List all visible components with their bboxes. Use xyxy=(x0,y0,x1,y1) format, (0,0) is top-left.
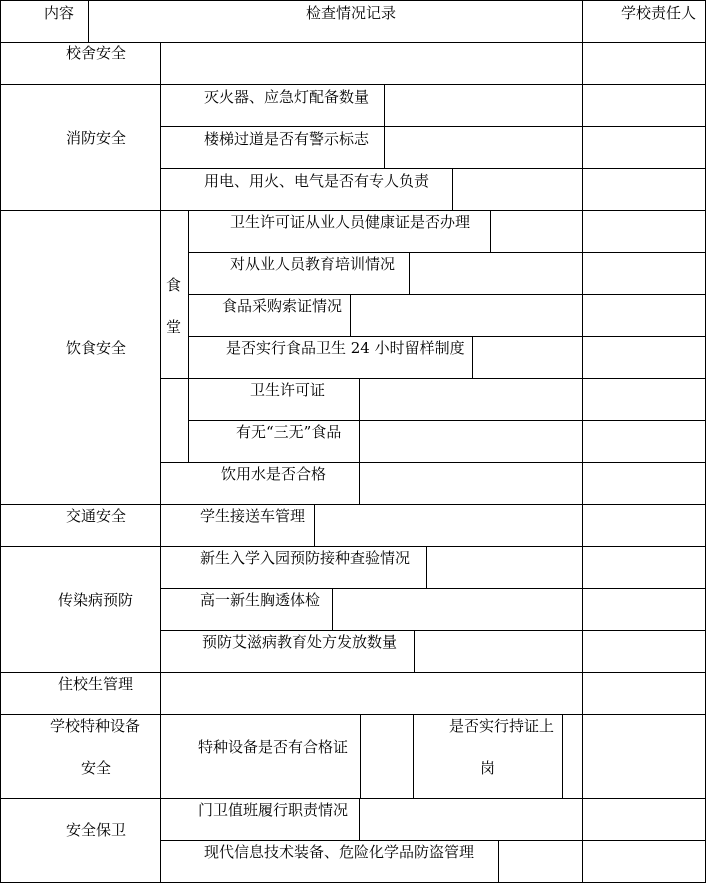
rule-top xyxy=(0,0,706,1)
section-title: 饮食安全 xyxy=(66,339,127,357)
rule xyxy=(188,336,706,337)
rule xyxy=(160,588,706,589)
header-content: 内容 xyxy=(44,4,75,22)
rule-traffic-bottom xyxy=(0,546,706,547)
check-item: 特种设备是否有合格证 xyxy=(198,738,349,756)
rule xyxy=(384,126,385,168)
check-item: 学生接送车管理 xyxy=(200,507,306,525)
section-title: 安全保卫 xyxy=(66,821,127,839)
check-item: 对从业人员教育培训情况 xyxy=(230,255,396,273)
check-item: 卫生许可证从业人员健康证是否办理 xyxy=(230,213,471,231)
rule xyxy=(426,546,427,588)
rule xyxy=(409,252,410,294)
header-responsible: 学校责任人 xyxy=(621,4,697,22)
rule xyxy=(160,840,706,841)
check-item: 岗 xyxy=(480,759,496,777)
check-item: 用电、用火、电气是否有专人负责 xyxy=(204,172,430,190)
check-item: 有无“三无”食品 xyxy=(236,423,342,441)
check-item: 现代信息技术装备、危险化学品防盗管理 xyxy=(204,843,475,861)
canteen-label: 食 xyxy=(166,276,182,294)
rule xyxy=(359,798,360,840)
check-item: 预防艾滋病教育处方发放数量 xyxy=(202,633,398,651)
rule xyxy=(314,504,315,546)
section-title: 学校特种设备 xyxy=(50,717,141,735)
rule-responsible-col xyxy=(582,0,583,883)
rule xyxy=(562,714,563,798)
section-title: 安全 xyxy=(81,759,112,777)
rule xyxy=(160,378,706,379)
rule xyxy=(188,252,706,253)
check-item: 饮用水是否合格 xyxy=(221,465,327,483)
check-item: 灭火器、应急灯配备数量 xyxy=(204,88,370,106)
rule-equipment-bottom xyxy=(0,798,706,799)
section-title: 校舍安全 xyxy=(66,44,127,62)
rule xyxy=(350,294,351,336)
section-title: 交通安全 xyxy=(66,507,127,525)
check-item: 门卫值班履行职责情况 xyxy=(198,801,349,819)
rule-header-bottom xyxy=(0,42,706,43)
rule xyxy=(160,168,706,169)
rule xyxy=(188,294,706,295)
rule-right xyxy=(705,0,706,883)
canteen-label: 堂 xyxy=(166,318,182,336)
header-record: 检查情况记录 xyxy=(306,4,397,22)
rule-food-bottom xyxy=(0,504,706,505)
rule xyxy=(188,210,189,462)
rule xyxy=(498,840,499,882)
check-item: 是否实行持证上 xyxy=(449,717,555,735)
rule xyxy=(384,84,385,126)
rule xyxy=(359,378,360,504)
check-item: 食品采购索证情况 xyxy=(222,297,343,315)
check-item: 卫生许可证 xyxy=(250,381,326,399)
rule xyxy=(413,714,414,798)
rule xyxy=(188,420,706,421)
rule-disease-bottom xyxy=(0,672,706,673)
rule-boarding-bottom xyxy=(0,714,706,715)
rule xyxy=(160,126,706,127)
section-title: 消防安全 xyxy=(66,129,127,147)
rule-content-col xyxy=(160,42,161,883)
rule-bottom xyxy=(0,882,706,883)
rule xyxy=(414,630,415,672)
check-item: 新生入学入园预防接种查验情况 xyxy=(200,549,411,567)
rule-fire-bottom xyxy=(0,210,706,211)
rule xyxy=(452,168,453,210)
rule xyxy=(490,210,491,252)
rule xyxy=(360,714,361,798)
check-item: 是否实行食品卫生 24 小时留样制度 xyxy=(226,339,465,357)
check-item: 高一新生胸透体检 xyxy=(200,591,321,609)
rule xyxy=(332,588,333,630)
check-item: 楼梯过道是否有警示标志 xyxy=(204,130,370,148)
rule xyxy=(160,462,706,463)
rule-campus-bottom xyxy=(0,84,706,85)
section-title: 住校生管理 xyxy=(58,675,134,693)
section-title: 传染病预防 xyxy=(58,591,134,609)
rule xyxy=(88,0,89,42)
rule xyxy=(472,336,473,378)
rule xyxy=(160,630,706,631)
rule-left xyxy=(0,0,1,883)
